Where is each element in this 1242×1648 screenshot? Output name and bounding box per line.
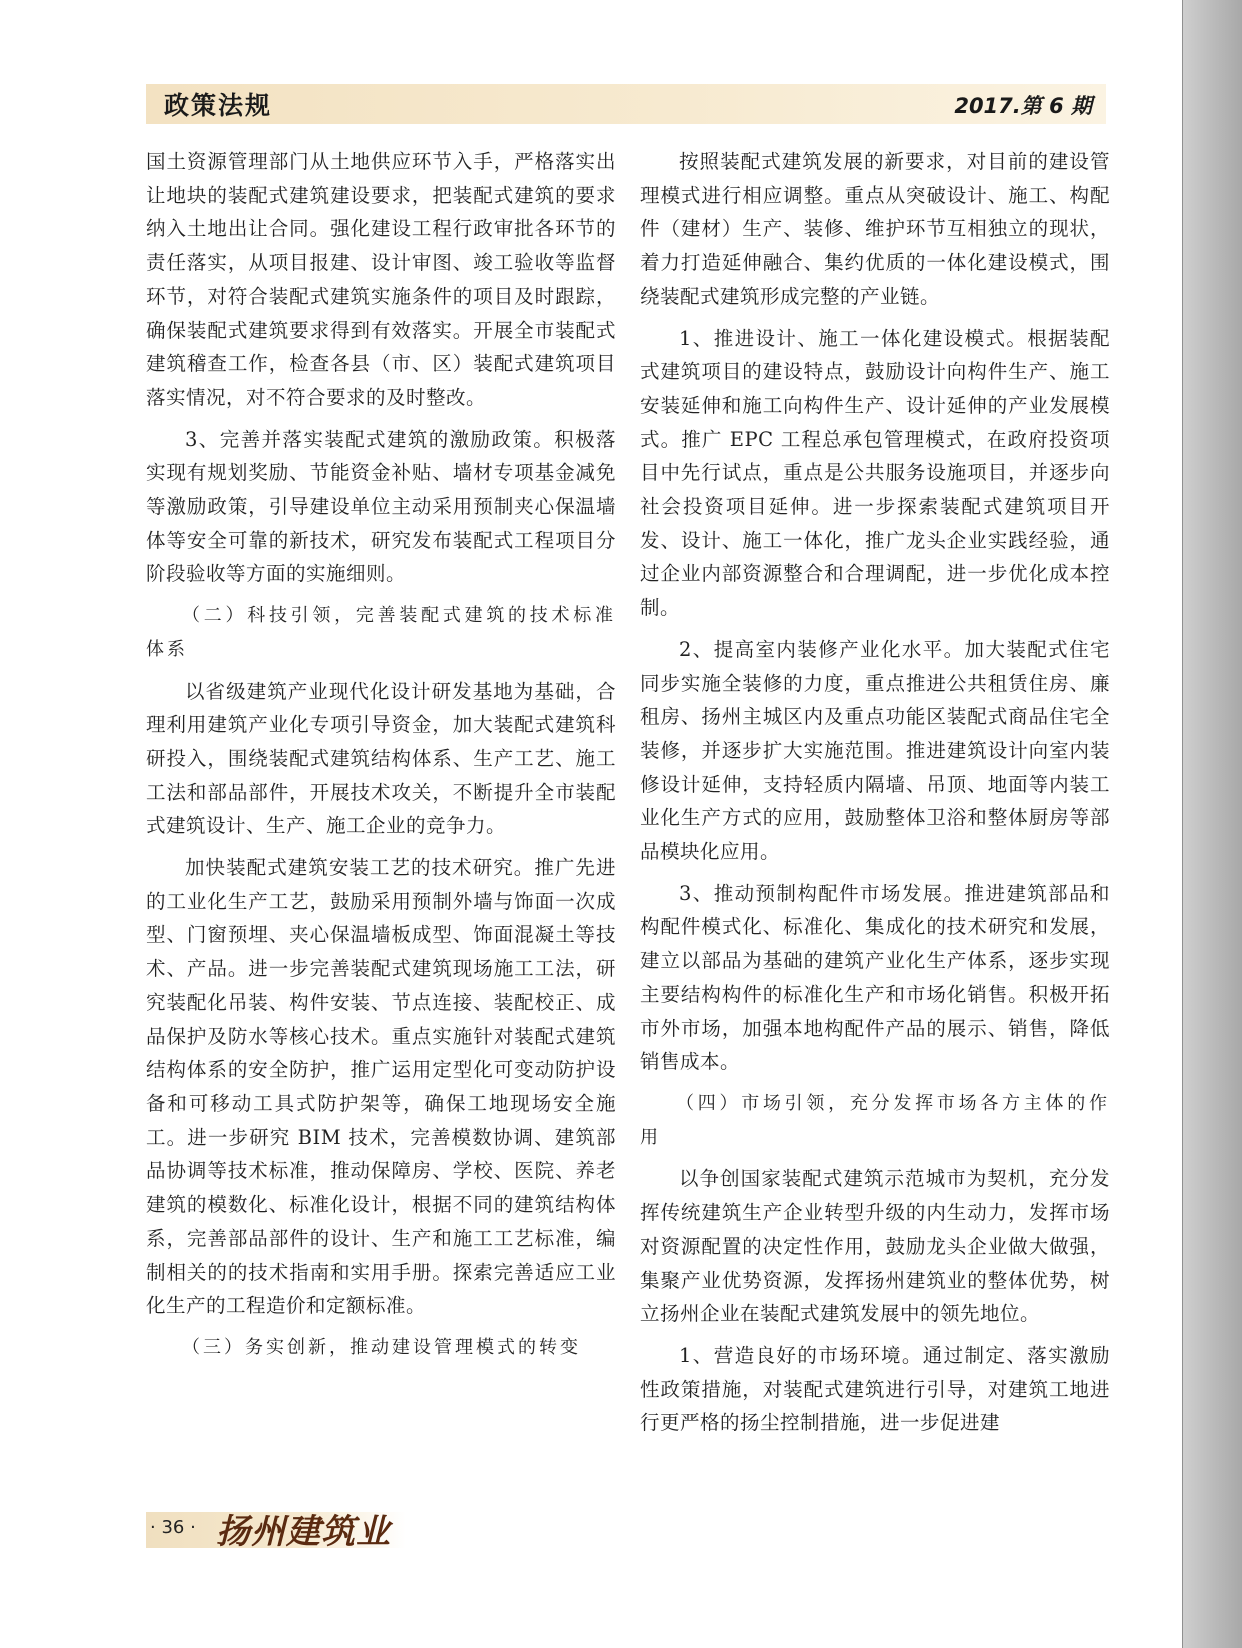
paragraph: 1、推进设计、施工一体化建设模式。根据装配式建筑项目的建设特点，鼓励设计向构件生产、施工安装延伸和施工向构件生产、设计延伸的产业发展模式。推广 EPC 工程总承包管理模式，在政府投资项目中先行试点，重点是公共服务设施项目，并逐步向社会投资项目延伸。进一步探索装配式建筑项目开发、设计、施工一体化，推广龙头企业实践经验，通过企业内部资源整合和合理调配，进一步优化成本控制。 bbox=[640, 326, 1110, 620]
paragraph: 1、营造良好的市场环境。通过制定、落实激励性政策措施，对装配式建筑进行引导，对建筑工地进行更严格的扬尘控制措施，进一步促进建 bbox=[640, 1343, 1110, 1435]
page-footer bbox=[146, 1512, 406, 1552]
running-header bbox=[146, 84, 1106, 124]
paragraph: 按照装配式建筑发展的新要求，对目前的建设管理模式进行相应调整。重点从突破设计、施工、构配件（建材）生产、装修、维护环节互相独立的现状，着力打造延伸融合、集约优质的一体化建设模式，围绕装配式建筑形成完整的产业链。 bbox=[640, 150, 1110, 308]
magazine-logo: 扬州建筑业 bbox=[216, 1512, 391, 1552]
right-column bbox=[640, 145, 1110, 1448]
page-gutter bbox=[1182, 0, 1242, 1648]
paragraph: 2、提高室内装修产业化水平。加大装配式住宅同步实施全装修的力度，重点推进公共租赁住房、廉租房、扬州主城区内及重点功能区装配式商品住宅全装修，并逐步扩大实施范围。推进建筑设计向室内装修设计延伸，支持轻质内隔墙、吊顶、地面等内装工业化生产方式的应用，鼓励整体卫浴和整体厨房等部品模块化应用。 bbox=[640, 637, 1110, 864]
subsection-heading: （二）科技引领，完善装配式建筑的技术标准体系 bbox=[146, 605, 616, 660]
paragraph: 以省级建筑产业现代化设计研发基地为基础，合理利用建筑产业化专项引导资金，加大装配式建筑科研投入，围绕装配式建筑结构体系、生产工艺、施工工法和部品部件，开展技术攻关，不断提升全市装配式建筑设计、生产、施工企业的竞争力。 bbox=[146, 679, 616, 838]
paragraph: 以争创国家装配式建筑示范城市为契机，充分发挥传统建筑生产企业转型升级的内生动力，发挥市场对资源配置的决定性作用，鼓励龙头企业做大做强，集聚产业优势资源，发挥扬州建筑业的整体优势，树立扬州企业在装配式建筑发展中的领先地位。 bbox=[640, 1167, 1110, 1326]
page-number: · 36 · bbox=[150, 1517, 196, 1538]
section-title: 政策法规 bbox=[164, 91, 273, 120]
paragraph: 3、推动预制构配件市场发展。推进建筑部品和构配件模式化、标准化、集成化的技术研究和发展，建立以部品为基础的建筑产业化生产体系，逐步实现主要结构构件的标准化生产和市场化销售。积极开拓市外市场，加强本地构配件产品的展示、销售，降低销售成本。 bbox=[640, 881, 1110, 1074]
paragraph: 国土资源管理部门从土地供应环节入手，严格落实出让地块的装配式建筑建设要求，把装配式建筑的要求纳入土地出让合同。强化建设工程行政审批各环节的责任落实，从项目报建、设计审图、竣工验收等监督环节，对符合装配式建筑实施条件的项目及时跟踪，确保装配式建筑要求得到有效落实。开展全市装配式建筑稽查工作，检查各县（市、区）装配式建筑项目落实情况，对不符合要求的及时整改。 bbox=[146, 150, 616, 409]
paragraph: 3、完善并落实装配式建筑的激励政策。积极落实现有规划奖励、节能资金补贴、墙材专项基金减免等激励政策，引导建设单位主动采用预制夹心保温墙体等安全可靠的新技术，研究发布装配式工程项目分阶段验收等方面的实施细则。 bbox=[146, 427, 616, 586]
paragraph: 加快装配式建筑安装工艺的技术研究。推广先进的工业化生产工艺，鼓励采用预制外墙与饰面一次成型、门窗预埋、夹心保温墙板成型、饰面混凝土等技术、产品。进一步完善装配式建筑现场施工工法，研究装配化吊装、构件安装、节点连接、装配校正、成品保护及防水等核心技术。重点实施针对装配式建筑结构体系的安全防护，推广运用定型化可变动防护设备和可移动工具式防护架等，确保工地现场安全施工。进一步研究 BIM 技术，完善模数协调、建筑部品协调等技术标准，推动保障房、学校、医院、养老建筑的模数化、标准化设计，根据不同的建筑结构体系，完善部品部件的设计、生产和施工工艺标准，编制相关的的技术指南和实用手册。探索完善适应工业化生产的工程造价和定额标准。 bbox=[146, 856, 616, 1318]
subsection-heading: （四）市场引领，充分发挥市场各方主体的作用 bbox=[640, 1092, 1110, 1148]
subsection-heading: （三）务实创新，推动建设管理模式的转变 bbox=[182, 1336, 581, 1358]
left-column bbox=[146, 145, 616, 1373]
issue-label: 2017.第 6 期 bbox=[954, 94, 1092, 118]
